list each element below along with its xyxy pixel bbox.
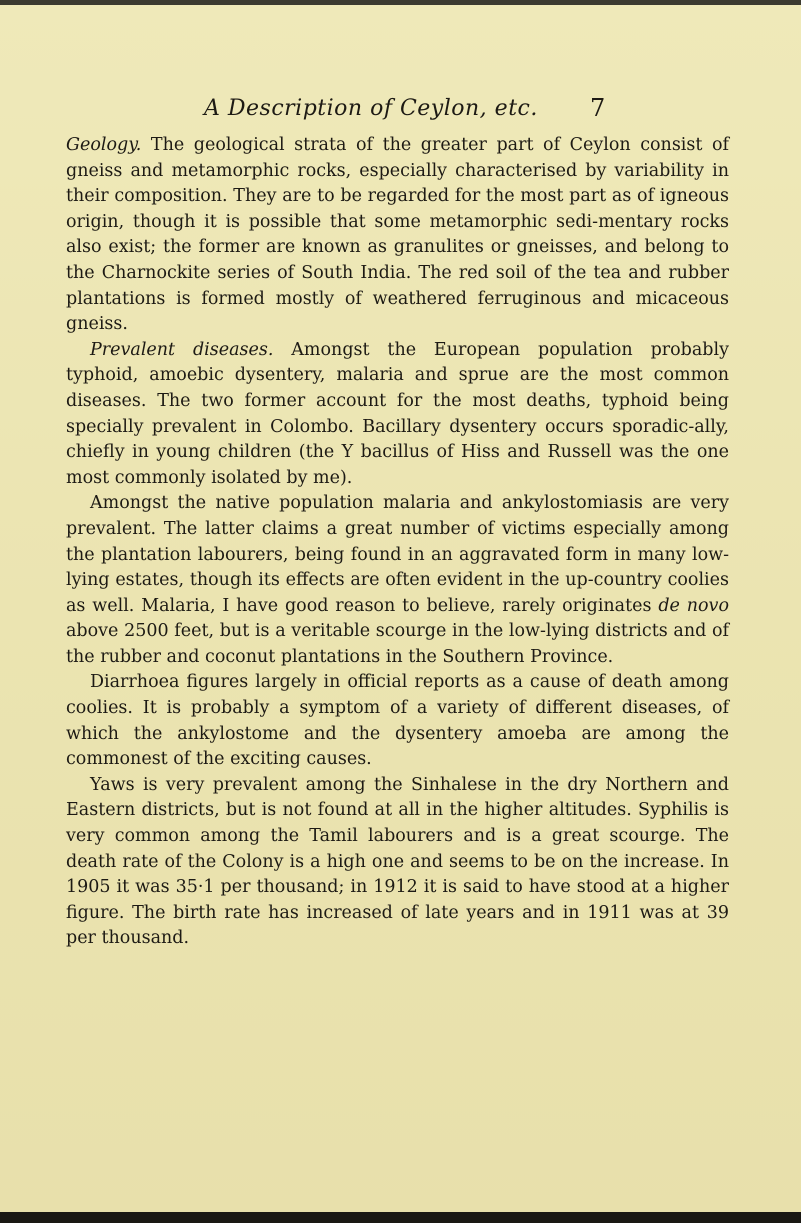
paragraph-yaws: [66, 773, 729, 952]
paragraph-text: Diarrhoea figures largely in official reports as a cause of death among coolies. It is probably a symptom of a variety of different diseases, of which the ankylostome and the dysentery amoeba are among the commonest of the exciting causes.: [66, 672, 729, 770]
side-heading-geology: Geology.: [66, 135, 142, 155]
paragraph-text: The geological strata of the greater part of Ceylon consist of gneiss and metamorphic rocks, especially characterised by variability in their composition. They are to be regarded for the most part as of igneous origin, though it is possible that some metamorphic sedi-mentary rocks also exist; the former are known as granulites or gneisses, and belong to the Charnockite series of South India. The red soil of the tea and rubber plantations is formed mostly of weathered ferruginous and micaceous gneiss.: [66, 135, 729, 335]
paragraph-native-population: [66, 491, 729, 670]
paragraph-text: Yaws is very prevalent among the Sinhalese in the dry Northern and Eastern districts, but is not found at all in the higher altitudes. Syphilis is very common among the Tamil labourers and is a great scourge. The death rate of the Colony is a high one and seems to be on the increase. In 1905 it was 35·1 per thousand; in 1912 it is said to have stood at a higher figure. The birth rate has increased of late years and in 1911 was at 39 per thousand.: [66, 774, 729, 949]
running-title: A Description of Ceylon, etc.: [204, 96, 538, 121]
paragraph-geology: [66, 133, 729, 338]
top-edge-shadow: [0, 0, 801, 5]
paragraph-text: Amongst the European population probably typhoid, amoebic dysentery, malaria and sprue are the most common diseases. The two former account for the most deaths, typhoid being specially prevalent in Colombo. Bacillary dysentery occurs sporadic-ally, chiefly in young children (the Y bacillus of Hiss and Russell was the one most commonly isolated by me).: [66, 339, 729, 488]
paragraph-diarrhoea: [66, 670, 729, 772]
body-text: [66, 133, 729, 952]
side-heading-prevalent-diseases: Prevalent diseases.: [90, 339, 274, 360]
page-number: 7: [590, 94, 606, 122]
paragraph-text-part: above 2500 feet, but is a veritable scourge in the low-lying districts and of the rubber and coconut plantations in the Southern Province.: [66, 621, 729, 667]
italic-phrase: de novo: [658, 595, 729, 616]
paragraph-text-part: Amongst the native population malaria and ankylostomiasis are very prevalent. The latter claims a great number of victims especially among the plantation labourers, being found in an aggravated form in many low-lying estates, though its effects are often evident in the up-country coolies as well. Malaria, I have good reason to believe, rarely originates: [66, 493, 729, 616]
paragraph-prevalent-diseases: [66, 338, 729, 492]
bottom-edge-shadow: [0, 1212, 801, 1223]
